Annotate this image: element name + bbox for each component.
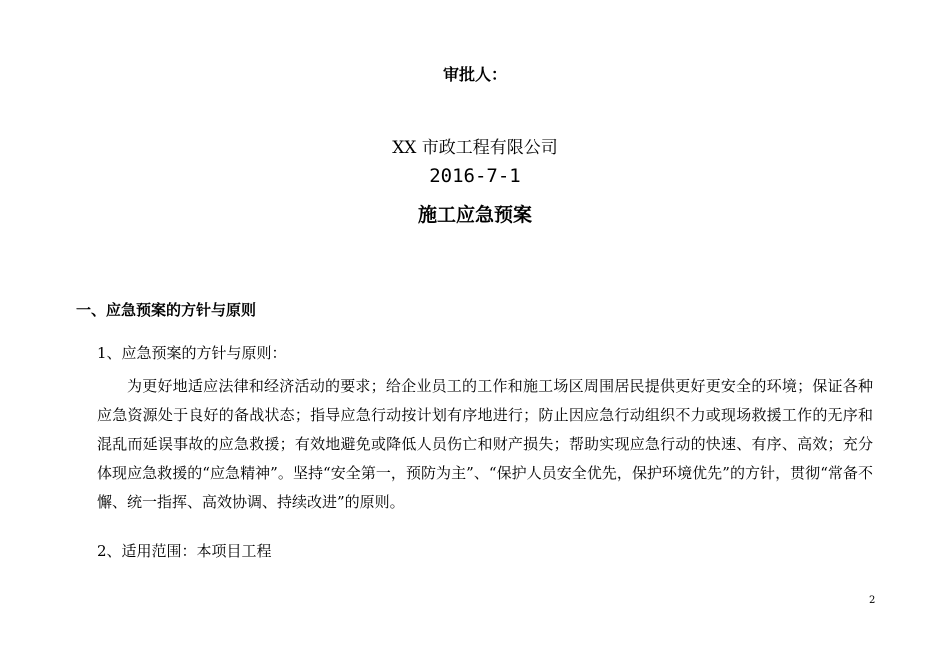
company-name: XX 市政工程有限公司 — [392, 138, 558, 158]
page-number: 2 — [869, 595, 876, 606]
document-date: 2016-7-1 — [429, 165, 521, 187]
approver-label: 审批人： — [442, 65, 507, 84]
section-heading: 一、应急预案的方针与原则 — [76, 301, 257, 319]
item-heading-policy: 1、应急预案的方针与原则： — [97, 344, 287, 362]
item-heading-scope: 2、适用范围：本项目工程 — [97, 542, 272, 560]
document-title: 施工应急预案 — [417, 204, 532, 226]
policy-paragraph: 为更好地适应法律和经济活动的要求；给企业员工的工作和施工场区周围居民提供更好更安全的环境；保证各种应急资源处于良好的备战状态；指导应急行动按计划有序地进行；防止因应急行动组织不力或现场救援工作的无序和混乱而延误事故的应急救援；有效地避免或降低人员伤亡和财产损失；帮助实现应急行动的快速、有序、高效；充分体现应急救援的“应急精神”。坚持“安全第一，预防为主”、“保护人员安全优先，保护环境优先”的方针，贯彻“常备不懈、统一指挥、高效协调、持续改进”的原则。 — [97, 377, 873, 511]
